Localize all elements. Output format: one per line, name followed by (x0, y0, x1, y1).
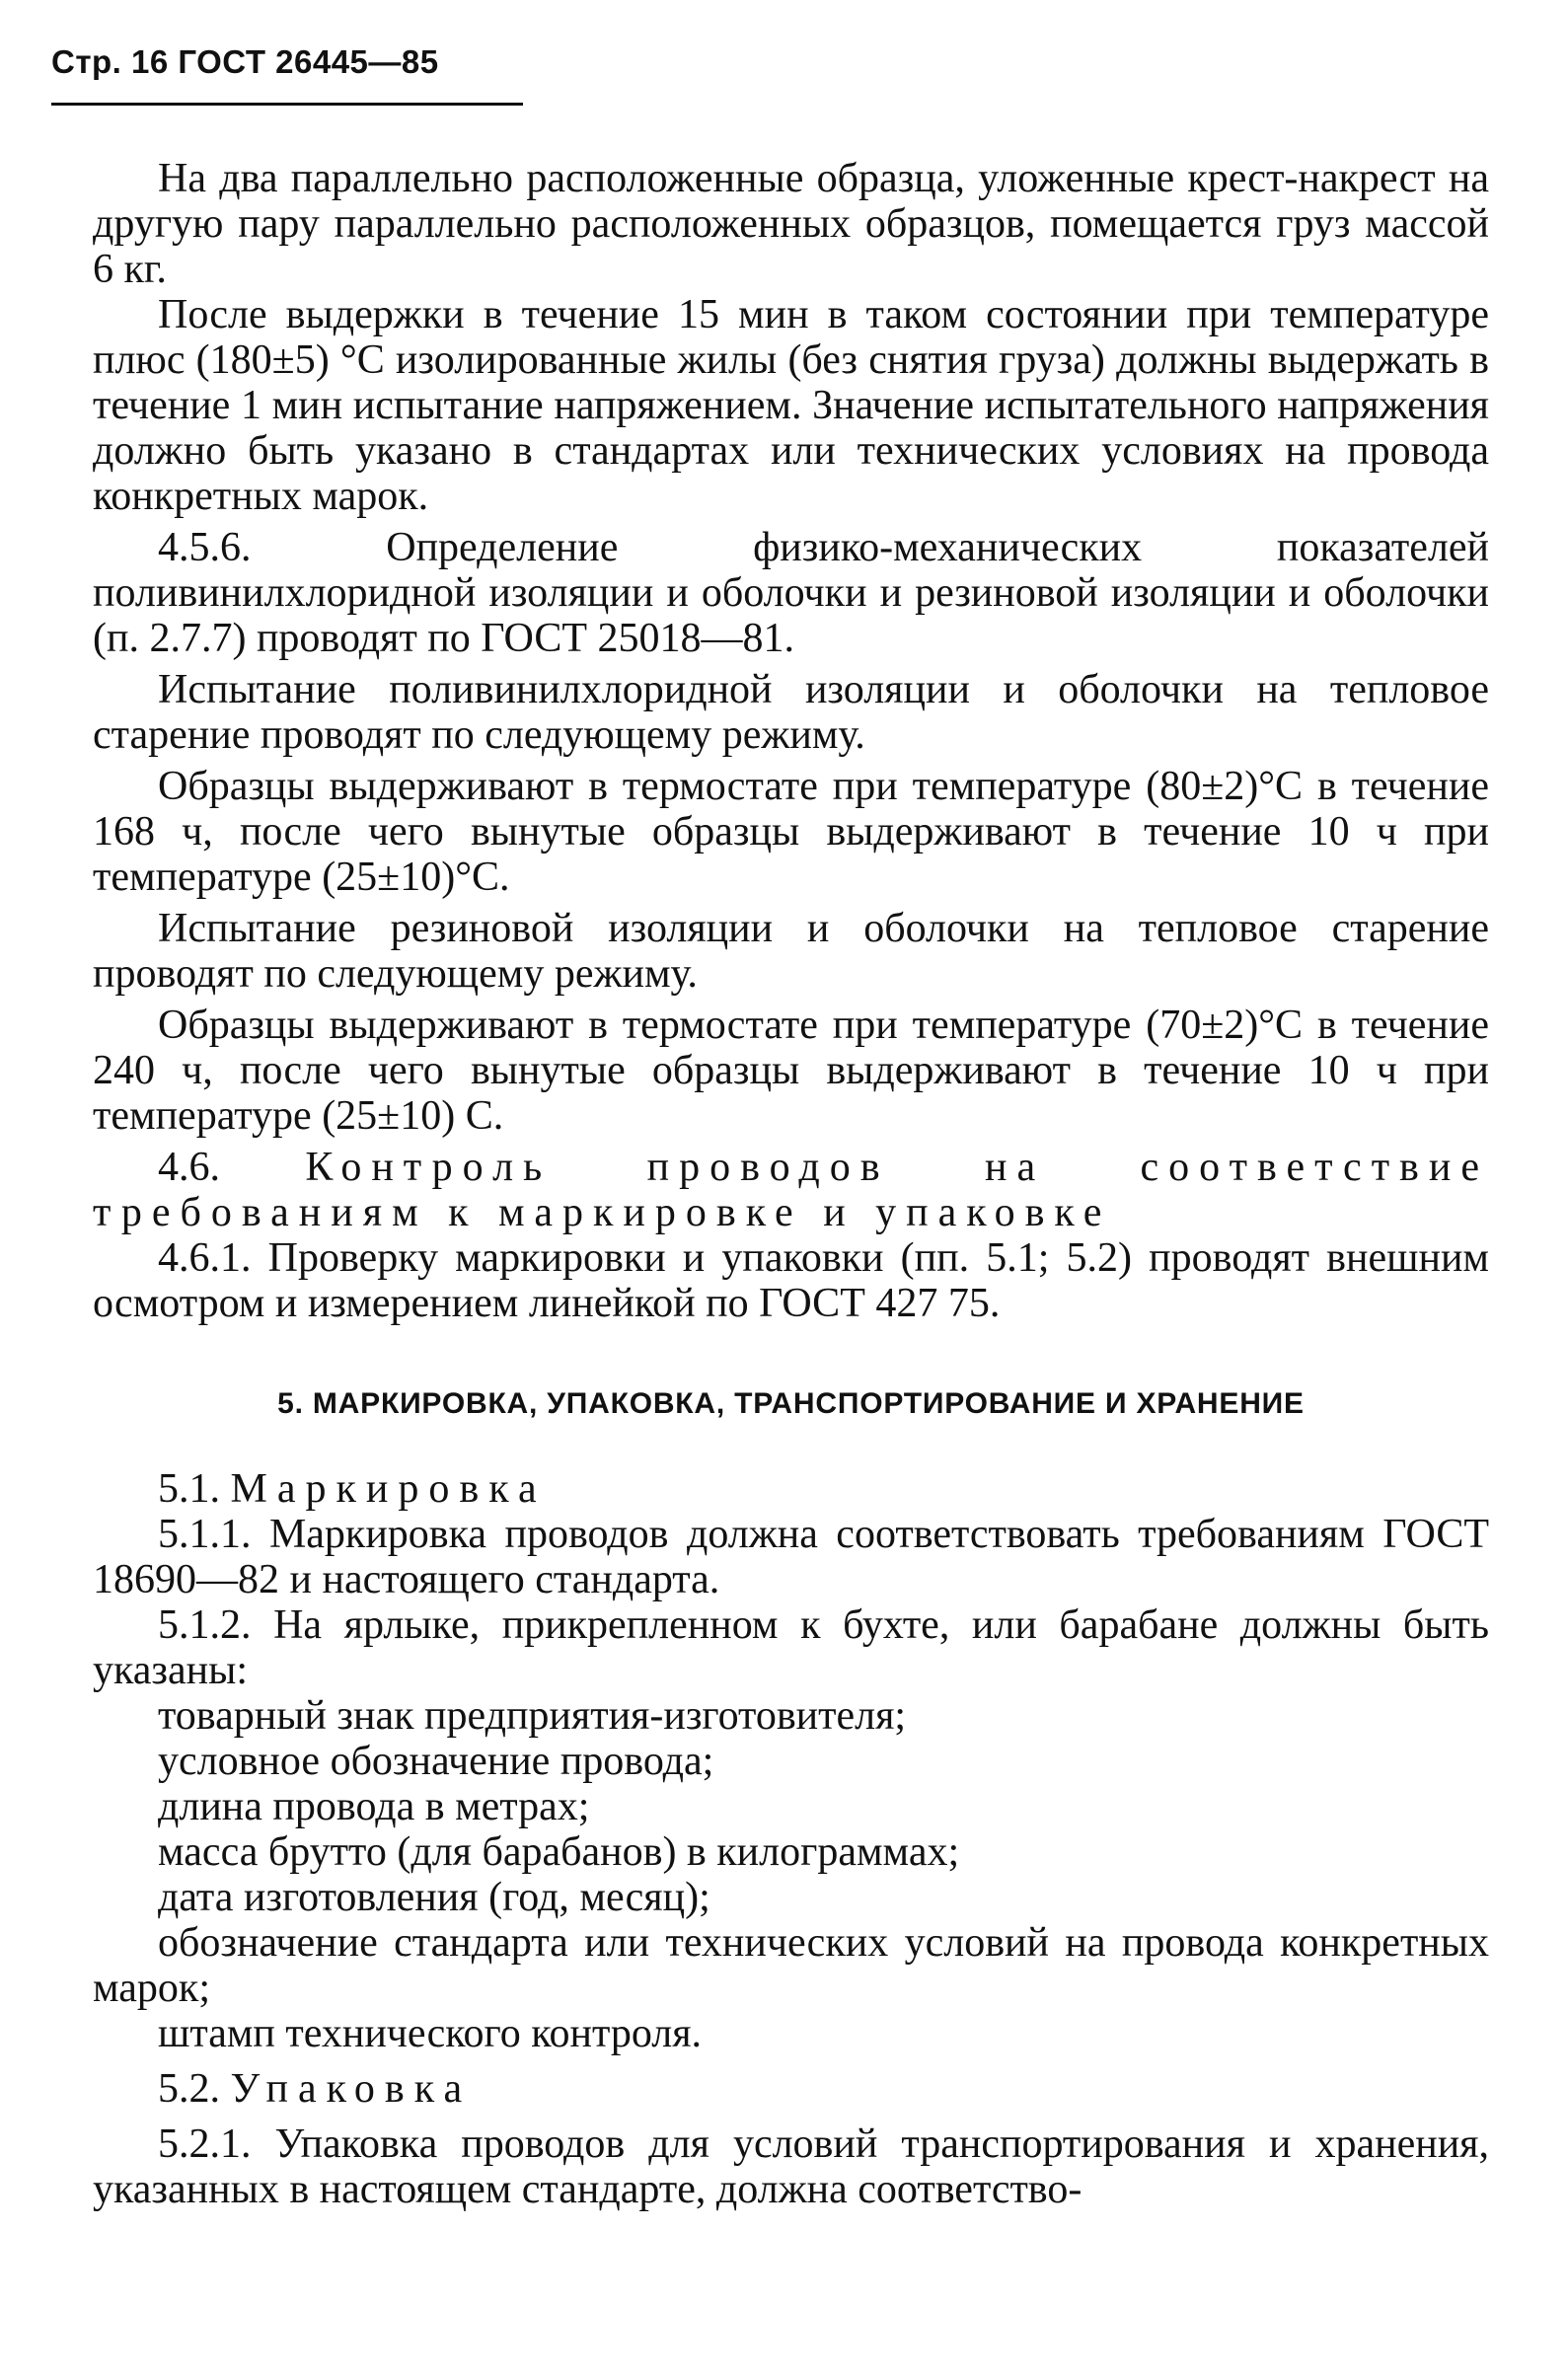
list-item-standard: обозначение стандарта или технических условий на провода конкретных марок; (93, 1920, 1489, 2011)
clause-4-5-6: 4.5.6. Определение физико-механических показателей поливинилхлоридной изоляции и оболочки и резиновой изоляции и оболочки (п. 2.7.7) проводят по ГОСТ 25018—81. (93, 525, 1489, 661)
list-item-stamp: штамп технического контроля. (158, 2011, 703, 2056)
paragraph-rubber-aging-mode: Образцы выдерживают в термостате при температуре (70±2)°С в течение 240 ч, после чего вынутые образцы выдерживают в течение 10 ч при температуре (25±10) С. (93, 1003, 1489, 1139)
clause-5-2-1: 5.2.1. Упаковка проводов для условий транспортирования и хранения, указанных в настоящем стандарте, должна соответство- (93, 2121, 1489, 2212)
subsection-number: 5.1. (158, 1466, 220, 1512)
clause-number: 4.6. (158, 1145, 220, 1190)
paragraph-text: На два параллельно расположенные образца, уложенные крест-накрест на другую пару параллельно расположенных образцов, помещается груз массой 6 кг. (93, 156, 1489, 292)
clause-title-spaced: Контроль проводов на соответствие требованиям к маркировке и упаковке (93, 1145, 1489, 1235)
clause-5-1-2: 5.1.2. На ярлыке, прикрепленном к бухте, или барабане должны быть указаны: (93, 1602, 1489, 1693)
running-header: Стр. 16 ГОСТ 26445—85 (51, 43, 439, 80)
paragraph-pvc-aging: Испытание поливинилхлоридной изоляции и оболочки на тепловое старение проводят по следующему режиму. (93, 667, 1489, 758)
list-item-manufacture-date: дата изготовления (год, месяц); (158, 1875, 710, 1920)
section-5-heading: 5. МАРКИРОВКА, УПАКОВКА, ТРАНСПОРТИРОВАНИЕ И ХРАНЕНИЕ (277, 1387, 1305, 1420)
paragraph-rubber-aging: Испытание резиновой изоляции и оболочки на тепловое старение проводят по следующему режиму. (93, 906, 1489, 997)
list-item-designation: условное обозначение провода; (158, 1739, 714, 1784)
list-item-length: длина провода в метрах; (158, 1784, 590, 1829)
body-text (93, 156, 1489, 2212)
header-rule (51, 103, 523, 106)
list-item-gross-mass: масса брутто (для барабанов) в килограммах; (158, 1829, 960, 1875)
subsection-5-2-title (93, 2066, 1489, 2112)
paragraph-pvc-aging-mode: Образцы выдерживают в термостате при температуре (80±2)°С в течение 168 ч, после чего вынутые образцы выдерживают в течение 10 ч при температуре (25±10)°С. (93, 764, 1489, 900)
list-item-trademark: товарный знак предприятия-изготовителя; (158, 1693, 907, 1739)
clause-4-6-title (93, 1145, 1489, 1235)
clause-5-1-1: 5.1.1. Маркировка проводов должна соответствовать требованиям ГОСТ 18690—82 и настоящего стандарта. (93, 1512, 1489, 1602)
subsection-title-spaced: Упаковка (230, 2066, 473, 2112)
paragraph-load-placement (93, 156, 1489, 292)
subsection-number: 5.2. (158, 2066, 220, 2112)
subsection-title-spaced: Маркировка (230, 1466, 547, 1512)
subsection-5-1-title (93, 1466, 1489, 1512)
paragraph-withstand-voltage: После выдержки в течение 15 мин в таком состоянии при температуре плюс (180±5) °С изолированные жилы (без снятия груза) должны выдержать в течение 1 мин испытание напряжением. Значение испытательного напряжения должно быть указано в стандартах или технических условиях на провода конкретных марок. (93, 292, 1489, 519)
clause-4-6-1: 4.6.1. Проверку маркировки и упаковки (пп. 5.1; 5.2) проводят внешним осмотром и измерением линейкой по ГОСТ 427 75. (93, 1235, 1489, 1326)
